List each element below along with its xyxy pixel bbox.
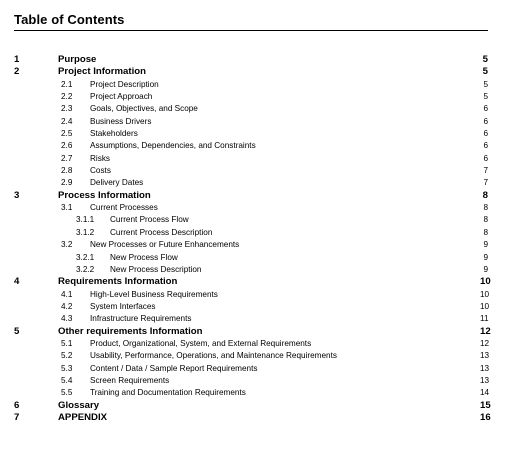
toc-entry-number: 5 <box>14 325 20 337</box>
toc-entry-page-number: 9 <box>483 264 488 274</box>
toc-entry-page-number: 6 <box>483 116 488 126</box>
toc-entry[interactable] <box>0 214 516 226</box>
toc-entry[interactable] <box>0 239 516 251</box>
toc-entry-title: Current Processes <box>90 203 158 213</box>
toc-entry-number: 2.9 <box>61 178 73 188</box>
toc-entry[interactable] <box>0 289 516 301</box>
toc-entry-number: 2.4 <box>61 116 73 126</box>
toc-entry-number: 2.7 <box>61 153 73 163</box>
table-of-contents <box>0 54 516 424</box>
toc-entry-number: 3 <box>14 189 20 201</box>
toc-entry[interactable] <box>0 177 516 189</box>
toc-entry[interactable] <box>0 165 516 177</box>
toc-entry[interactable] <box>0 190 516 202</box>
toc-entry-page-number: 13 <box>480 375 490 385</box>
toc-entry-title: Usability, Performance, Operations, and Maintenance Requirements <box>90 351 337 361</box>
toc-entry-title: Risks <box>90 153 111 163</box>
toc-entry-number: 3.2.1 <box>76 252 95 262</box>
toc-entry-number: 2.5 <box>61 129 73 139</box>
toc-entry-title: Goals, Objectives, and Scope <box>90 104 198 114</box>
toc-entry[interactable] <box>0 91 516 103</box>
toc-entry[interactable] <box>0 412 516 424</box>
toc-entry[interactable] <box>0 116 516 128</box>
toc-entry[interactable] <box>0 264 516 276</box>
toc-entry-title: APPENDIX <box>58 411 108 423</box>
toc-entry[interactable] <box>0 363 516 375</box>
toc-entry-title: System Interfaces <box>90 301 156 311</box>
toc-entry[interactable] <box>0 387 516 399</box>
toc-entry-title: Process Information <box>58 189 151 201</box>
toc-entry-number: 3.1.2 <box>76 227 95 237</box>
toc-entry-title: New Process Flow <box>110 252 178 262</box>
toc-entry[interactable] <box>0 313 516 325</box>
toc-entry-title: Business Drivers <box>90 116 152 126</box>
toc-entry[interactable] <box>0 350 516 362</box>
toc-entry-title: New Process Description <box>110 264 202 274</box>
toc-entry-page-number: 14 <box>480 388 490 398</box>
toc-entry[interactable] <box>0 79 516 91</box>
toc-entry-page-number: 15 <box>480 399 491 411</box>
toc-entry-number: 5.3 <box>61 363 73 373</box>
toc-entry-title: Screen Requirements <box>90 375 170 385</box>
toc-entry-page-number: 6 <box>483 141 488 151</box>
toc-entry-title: Other requirements Information <box>58 325 203 337</box>
toc-entry-number: 2.2 <box>61 92 73 102</box>
toc-entry-title: New Processes or Future Enhancements <box>90 240 240 250</box>
toc-entry-title: Delivery Dates <box>90 178 144 188</box>
toc-entry-page-number: 5 <box>483 92 488 102</box>
toc-title: Table of Contents <box>14 12 125 27</box>
toc-entry-number: 3.1.1 <box>76 215 95 225</box>
toc-entry[interactable] <box>0 276 516 288</box>
toc-entry[interactable] <box>0 375 516 387</box>
toc-entry-page-number: 9 <box>483 252 488 262</box>
toc-entry-number: 5.5 <box>61 388 73 398</box>
toc-entry[interactable] <box>0 153 516 165</box>
toc-entry-title: Product, Organizational, System, and External Requirements <box>90 338 312 348</box>
toc-entry-number: 2.8 <box>61 166 73 176</box>
toc-entry-page-number: 10 <box>480 301 490 311</box>
toc-entry-title: Requirements Information <box>58 276 178 288</box>
toc-entry-page-number: 5 <box>483 79 488 89</box>
toc-entry-page-number: 10 <box>480 276 491 288</box>
toc-entry-number: 2.3 <box>61 104 73 114</box>
toc-entry-title: Content / Data / Sample Report Requirements <box>90 363 258 373</box>
toc-entry-title: Training and Documentation Requirements <box>90 388 246 398</box>
toc-entry[interactable] <box>0 227 516 239</box>
toc-entry-number: 6 <box>14 399 20 411</box>
toc-entry-number: 2.1 <box>61 79 73 89</box>
toc-entry-title: Glossary <box>58 399 100 411</box>
toc-entry[interactable] <box>0 301 516 313</box>
toc-entry[interactable] <box>0 252 516 264</box>
toc-entry[interactable] <box>0 103 516 115</box>
toc-entry-page-number: 13 <box>480 351 490 361</box>
toc-entry-page-number: 8 <box>483 203 488 213</box>
toc-entry-title: Current Process Description <box>110 227 213 237</box>
toc-entry-number: 3.1 <box>61 203 73 213</box>
toc-entry-page-number: 8 <box>483 227 488 237</box>
toc-entry[interactable] <box>0 128 516 140</box>
toc-entry-page-number: 11 <box>480 314 489 324</box>
toc-entry-title: High-Level Business Requirements <box>90 289 218 299</box>
toc-entry-page-number: 12 <box>480 325 491 337</box>
toc-entry-page-number: 10 <box>480 289 490 299</box>
toc-entry-page-number: 9 <box>483 240 488 250</box>
toc-entry[interactable] <box>0 54 516 66</box>
toc-entry-page-number: 6 <box>483 129 488 139</box>
toc-entry[interactable] <box>0 338 516 350</box>
toc-entry-number: 7 <box>14 411 20 423</box>
toc-entry-number: 1 <box>14 54 20 65</box>
toc-entry-title: Costs <box>90 166 111 176</box>
toc-entry-title: Current Process Flow <box>110 215 189 225</box>
toc-entry-number: 2 <box>14 66 20 78</box>
toc-entry-page-number: 5 <box>482 66 488 78</box>
toc-entry-number: 4.3 <box>61 314 73 324</box>
toc-entry-page-number: 16 <box>480 411 491 423</box>
toc-entry[interactable] <box>0 202 516 214</box>
toc-entry-number: 2.6 <box>61 141 73 151</box>
toc-entry-title: Project Description <box>90 79 159 89</box>
toc-entry-number: 3.2.2 <box>76 264 95 274</box>
toc-entry-title: Infrastructure Requirements <box>90 314 192 324</box>
toc-entry-page-number: 13 <box>480 363 490 373</box>
toc-entry-page-number: 7 <box>483 178 488 188</box>
toc-entry-title: Stakeholders <box>90 129 138 139</box>
toc-entry-page-number: 7 <box>483 166 488 176</box>
toc-entry-title: Project Information <box>58 66 146 78</box>
toc-entry-page-number: 5 <box>482 54 488 65</box>
toc-entry[interactable] <box>0 326 516 338</box>
toc-entry-number: 4.1 <box>61 289 73 299</box>
toc-entry-page-number: 8 <box>482 189 488 201</box>
toc-entry-number: 5.1 <box>61 338 73 348</box>
toc-entry-page-number: 12 <box>480 338 490 348</box>
toc-entry-page-number: 6 <box>483 104 488 114</box>
toc-entry[interactable] <box>0 140 516 152</box>
toc-entry-number: 4.2 <box>61 301 73 311</box>
toc-entry[interactable] <box>0 400 516 412</box>
toc-entry-title: Purpose <box>58 54 97 65</box>
toc-entry-page-number: 6 <box>483 153 488 163</box>
title-underline <box>14 30 488 31</box>
toc-entry-title: Assumptions, Dependencies, and Constraints <box>90 141 256 151</box>
toc-entry-number: 4 <box>14 276 20 288</box>
toc-entry-page-number: 8 <box>483 215 488 225</box>
toc-entry-number: 3.2 <box>61 240 73 250</box>
toc-entry-number: 5.2 <box>61 351 73 361</box>
toc-entry[interactable] <box>0 66 516 78</box>
toc-entry-title: Project Approach <box>90 92 153 102</box>
toc-entry-number: 5.4 <box>61 375 73 385</box>
